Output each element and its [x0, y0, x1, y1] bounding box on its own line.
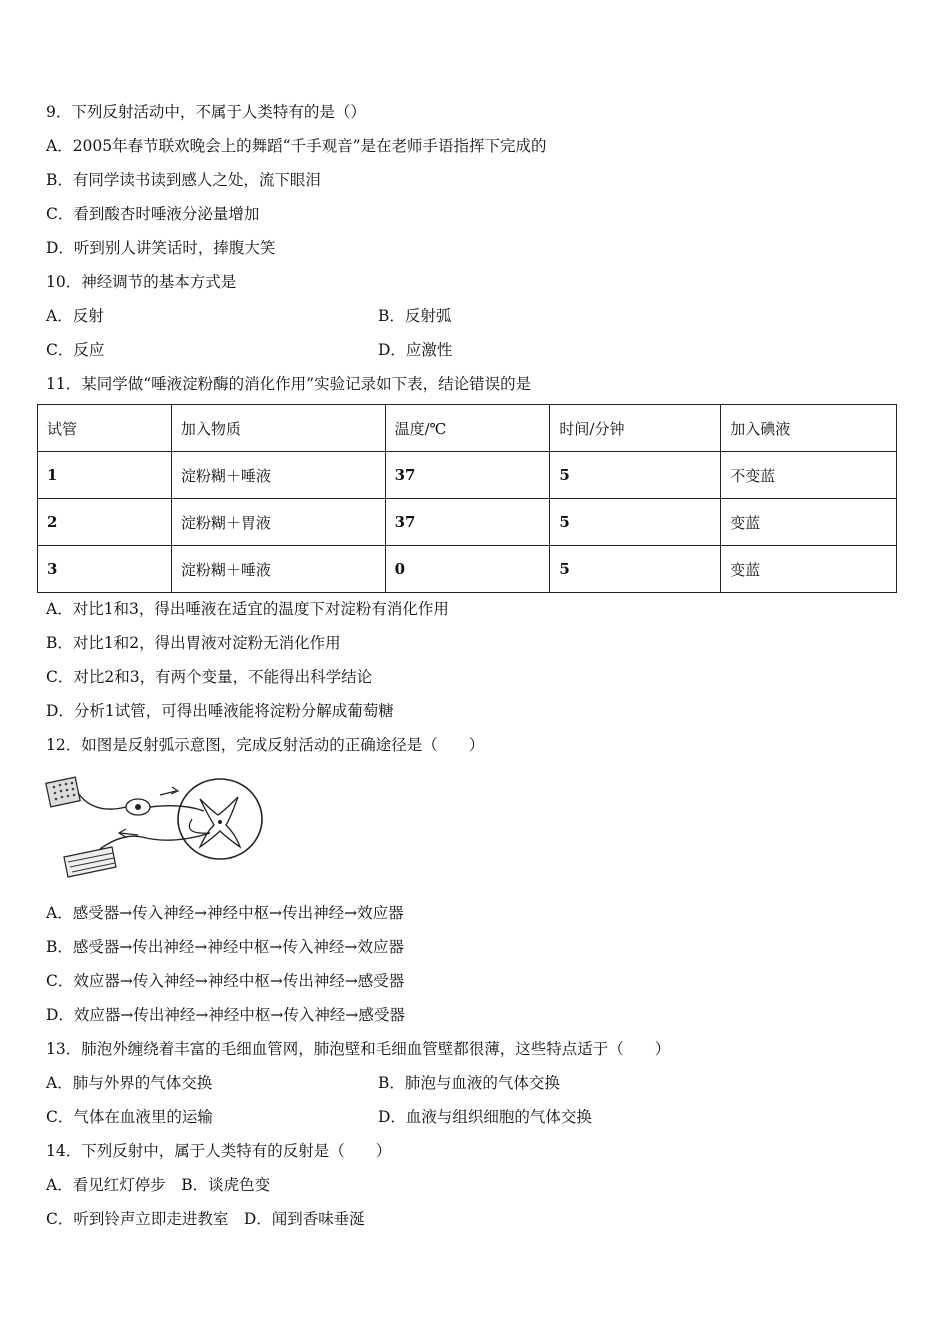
- table-cell: 淀粉糊＋唾液: [171, 452, 385, 499]
- q10-option-a: A．反射: [46, 307, 104, 325]
- table-header-cell: 加入物质: [171, 405, 385, 452]
- q13-option-a: A．肺与外界的气体交换: [46, 1074, 213, 1092]
- q11-option-a: A．对比1和3，得出唾液在适宜的温度下对淀粉有消化作用: [46, 600, 449, 618]
- table-cell: 5: [550, 452, 721, 499]
- q13-stem: 13．肺泡外缠绕着丰富的毛细血管网，肺泡壁和毛细血管壁都很薄，这些特点适于（ ）: [46, 1040, 671, 1058]
- table-cell: 2: [38, 499, 172, 546]
- table-cell: 淀粉糊＋胃液: [171, 499, 385, 546]
- q14-stem: 14．下列反射中，属于人类特有的反射是（ ）: [46, 1142, 392, 1160]
- efferent-nerve: [100, 833, 210, 849]
- q14-options-cd: C．听到铃声立即走进教室 D．闻到香味垂涎: [46, 1210, 365, 1228]
- table-row: [38, 452, 897, 499]
- q11-option-b: B．对比1和2，得出胃液对淀粉无消化作用: [46, 634, 341, 652]
- q10-option-c: C．反应: [46, 341, 105, 359]
- table-cell: 变蓝: [721, 546, 897, 593]
- q13-option-d: D．血液与组织细胞的气体交换: [378, 1108, 592, 1126]
- table-row: [38, 499, 897, 546]
- receptor-skin-icon: [46, 777, 80, 807]
- q11-option-c: C．对比2和3，有两个变量，不能得出科学结论: [46, 668, 373, 686]
- table-cell: 37: [385, 452, 550, 499]
- q14-options-ab: A．看见红灯停步 B．谈虎色变: [46, 1176, 271, 1194]
- table-header-cell: 试管: [38, 405, 172, 452]
- q12-option-b: B．感受器→传出神经→神经中枢→传入神经→效应器: [46, 938, 404, 956]
- q9-stem: 9．下列反射活动中，不属于人类特有的是（）: [46, 103, 366, 121]
- table-cell: 变蓝: [721, 499, 897, 546]
- q13-option-b: B．肺泡与血液的气体交换: [378, 1074, 560, 1092]
- q9-option-d: D．听到别人讲笑话时，捧腹大笑: [46, 239, 276, 257]
- table-header-row: [38, 405, 897, 452]
- q12-option-c: C．效应器→传入神经→神经中枢→传出神经→感受器: [46, 972, 405, 990]
- effector-muscle-icon: [64, 847, 116, 877]
- q11-stem: 11．某同学做“唾液淀粉酶的消化作用”实验记录如下表，结论错误的是: [46, 375, 532, 393]
- q11-option-d: D．分析1试管，可得出唾液能将淀粉分解成葡萄糖: [46, 702, 394, 720]
- table-cell: 3: [38, 546, 172, 593]
- experiment-table: [37, 404, 897, 593]
- q9-option-b: B．有同学读书读到感人之处，流下眼泪: [46, 171, 321, 189]
- q9-option-a: A．2005年春节联欢晚会上的舞蹈“千手观音”是在老师手语指挥下完成的: [46, 137, 547, 155]
- table-cell: 37: [385, 499, 550, 546]
- table-cell: 不变蓝: [721, 452, 897, 499]
- table-header-cell: 加入碘液: [721, 405, 897, 452]
- q10-stem: 10．神经调节的基本方式是: [46, 273, 237, 291]
- q10-option-b: B．反射弧: [378, 307, 452, 325]
- table-header-cell: 时间/分钟: [550, 405, 721, 452]
- table-cell: 淀粉糊＋唾液: [171, 546, 385, 593]
- table-row: [38, 546, 897, 593]
- q10-option-d: D．应激性: [378, 341, 453, 359]
- q9-option-c: C．看到酸杏时唾液分泌量增加: [46, 205, 260, 223]
- table-cell: 5: [550, 499, 721, 546]
- spinal-cord-icon: [178, 779, 262, 859]
- table-header-cell: 温度/℃: [385, 405, 550, 452]
- q13-option-c: C．气体在血液里的运输: [46, 1108, 213, 1126]
- table-cell: 0: [385, 546, 550, 593]
- q12-stem: 12．如图是反射弧示意图，完成反射活动的正确途径是（ ）: [46, 736, 485, 754]
- q12-option-d: D．效应器→传出神经→神经中枢→传入神经→感受器: [46, 1006, 405, 1024]
- table-cell: 1: [38, 452, 172, 499]
- q12-option-a: A．感受器→传入神经→神经中枢→传出神经→效应器: [46, 904, 404, 922]
- reflex-arc-diagram: [42, 775, 270, 887]
- table-cell: 5: [550, 546, 721, 593]
